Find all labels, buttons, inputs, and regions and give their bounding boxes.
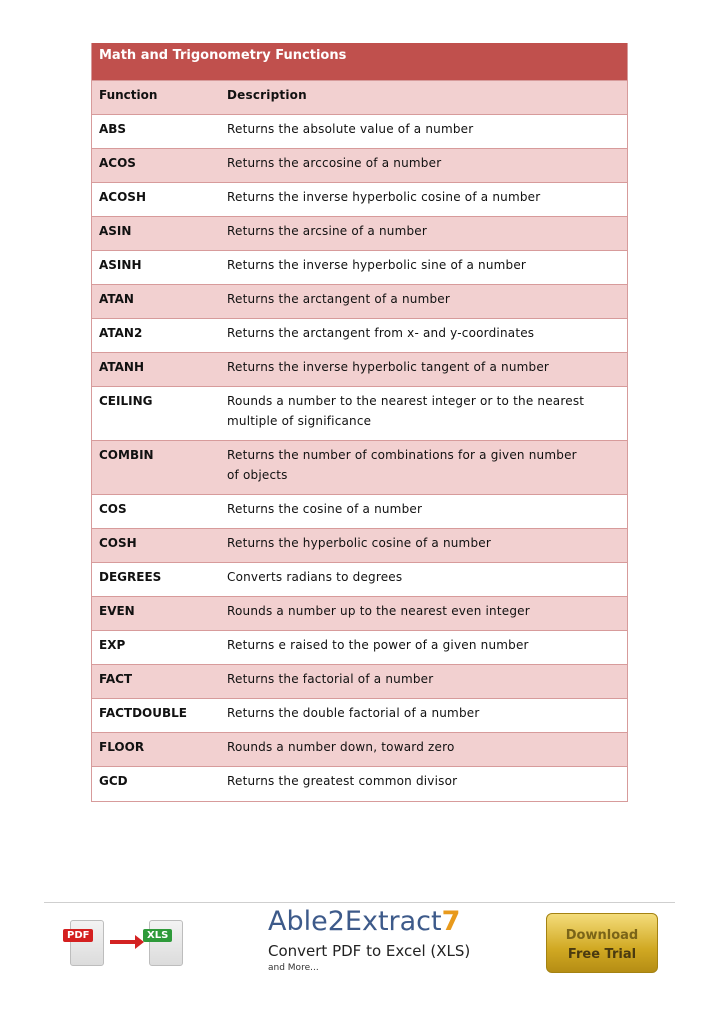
table-row [92, 563, 627, 597]
function-name: ATAN [99, 292, 134, 306]
function-name: ATAN2 [99, 326, 143, 340]
brand-logo [268, 906, 460, 937]
function-name: COSH [99, 536, 137, 550]
function-description: Returns e raised to the power of a given number [227, 638, 529, 652]
function-description: Returns the arctangent from x- and y-coordinates [227, 326, 535, 340]
brand-more: and More... [268, 963, 319, 973]
function-name: ATANH [99, 360, 144, 374]
download-label: Download [565, 928, 639, 943]
brand-name: Able2Extract [268, 906, 442, 937]
table-row [92, 217, 627, 251]
brand-version: 7 [441, 906, 461, 937]
download-free-trial-button[interactable] [546, 913, 658, 973]
free-trial-label: Free Trial [567, 947, 637, 962]
function-description: Returns the arccosine of a number [227, 156, 442, 170]
table-row [92, 183, 627, 217]
table-row [92, 495, 627, 529]
function-name: COS [99, 502, 127, 516]
brand-tagline: Convert PDF to Excel (XLS) [268, 942, 471, 960]
function-name: FACTDOUBLE [99, 706, 187, 720]
function-name: FACT [99, 672, 133, 686]
function-description: Returns the absolute value of a number [227, 122, 474, 136]
table-row [92, 251, 627, 285]
function-name: ABS [99, 122, 127, 136]
header-description: Description [227, 88, 307, 102]
function-name: GCD [99, 774, 128, 788]
table-row [92, 441, 627, 495]
convert-arrow-icon [110, 940, 136, 944]
pdf-file-icon [70, 920, 104, 966]
table-row [92, 319, 627, 353]
functions-table [91, 43, 628, 802]
function-description: Rounds a number down, toward zero [227, 740, 455, 754]
function-name: ASIN [99, 224, 132, 238]
function-name: ACOSH [99, 190, 146, 204]
table-row [92, 149, 627, 183]
header-function: Function [99, 88, 158, 102]
function-description: Returns the arctangent of a number [227, 292, 450, 306]
table-row [92, 353, 627, 387]
table-row [92, 733, 627, 767]
table-row [92, 387, 627, 441]
xls-file-icon [149, 920, 183, 966]
function-name: EVEN [99, 604, 135, 618]
function-name: CEILING [99, 394, 153, 408]
footer-divider [44, 902, 675, 903]
table-row [92, 115, 627, 149]
function-description: Returns the double factorial of a number [227, 706, 480, 720]
function-description: Converts radians to degrees [227, 570, 403, 584]
function-description: Returns the number of combinations for a given number of objects [227, 448, 577, 482]
function-description: Returns the inverse hyperbolic tangent of a number [227, 360, 550, 374]
function-description: Returns the arcsine of a number [227, 224, 427, 238]
function-name: ASINH [99, 258, 142, 272]
function-name: FLOOR [99, 740, 145, 754]
table-row [92, 597, 627, 631]
function-description: Returns the cosine of a number [227, 502, 423, 516]
function-description: Returns the hyperbolic cosine of a number [227, 536, 491, 550]
function-name: DEGREES [99, 570, 162, 584]
table-row [92, 631, 627, 665]
xls-badge: XLS [143, 929, 172, 942]
function-description: Returns the factorial of a number [227, 672, 434, 686]
pdf-badge: PDF [63, 929, 93, 942]
table-row [92, 529, 627, 563]
table-row [92, 767, 627, 801]
table-title: Math and Trigonometry Functions [92, 43, 627, 81]
function-name: ACOS [99, 156, 136, 170]
function-description: Rounds a number to the nearest integer or to the nearest multiple of significance [227, 394, 585, 428]
table-row [92, 285, 627, 319]
table-header-row [92, 81, 627, 115]
function-name: COMBIN [99, 448, 154, 462]
function-name: EXP [99, 638, 126, 652]
table-row [92, 665, 627, 699]
table-row [92, 699, 627, 733]
function-description: Returns the inverse hyperbolic sine of a number [227, 258, 527, 272]
function-description: Returns the inverse hyperbolic cosine of a number [227, 190, 541, 204]
function-description: Rounds a number up to the nearest even integer [227, 604, 530, 618]
function-description: Returns the greatest common divisor [227, 774, 458, 788]
